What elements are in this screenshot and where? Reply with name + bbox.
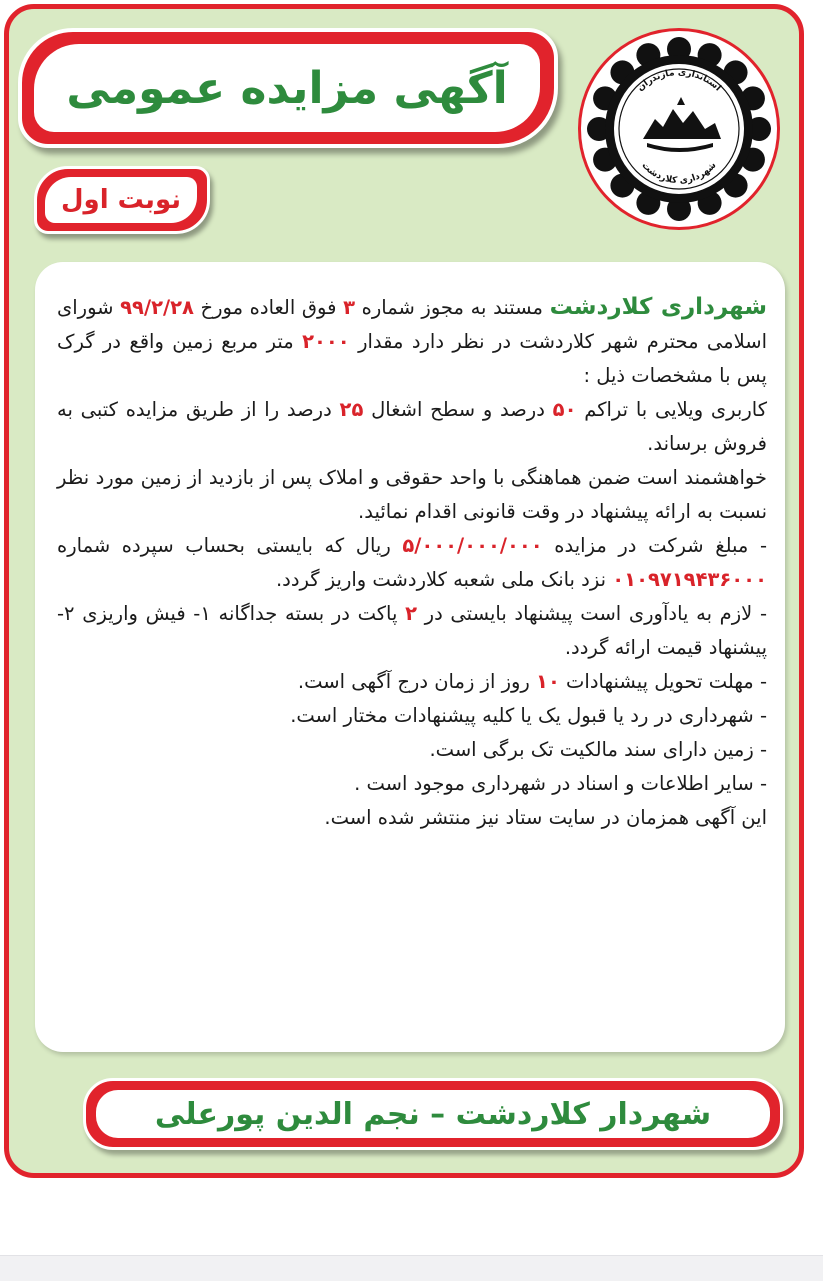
mayor-signature: شهردار کلاردشت – نجم الدین پورعلی (154, 1096, 712, 1132)
title-panel (34, 44, 540, 132)
deadline-paragraph: - مهلت تحویل پیشنهادات ۱۰ روز از زمان درج آگهی است. (297, 670, 767, 693)
round-panel (45, 177, 197, 223)
seal-icon (581, 31, 777, 227)
intro-paragraph: شهرداری کلاردشت مستند به مجوز شماره ۳ فوق العاده مورخ ۹۹/۲/۲۸ شورای اسلامی محترم شهر کلاردشت در نظر دارد مقدار ۲۰۰۰ متر مربع زمین واقع در گرک پس با مشخصات ذیل : (57, 294, 767, 387)
packets-paragraph: - لازم به یادآوری است پیشنهاد بایستی در ۲ پاکت در بسته جداگانه ۱- فیش واریزی ۲- پیشنهاد قیمت ارائه گردد. (57, 602, 767, 659)
municipality-logo (578, 28, 780, 230)
permit-date: ۹۹/۲/۲۸ (120, 296, 194, 319)
rights-paragraph: - شهرداری در رد یا قبول یک یا کلیه پیشنهادات مختار است. (290, 704, 767, 727)
notice-title: آگهی مزایده عمومی (66, 62, 508, 114)
permit-number: ۳ (343, 296, 355, 319)
notice-text (57, 290, 767, 835)
signature-panel (96, 1090, 770, 1138)
density-value: ۵۰ (552, 398, 577, 421)
issuer-name: شهرداری کلاردشت (549, 294, 767, 320)
signature-banner (83, 1078, 783, 1150)
notice-body (35, 262, 785, 1052)
land-area: ۲۰۰۰ (302, 330, 350, 353)
deadline-days: ۱۰ (536, 670, 560, 693)
packet-count: ۲ (405, 602, 417, 625)
occupancy-value: ۲۵ (339, 398, 364, 421)
logo-caption-bottom: شهرداری کلاردشت (639, 160, 719, 187)
logo-caption-top: استانداری مازندران (635, 67, 723, 94)
bottom-bar (0, 1255, 823, 1281)
setad-paragraph: این آگهی همزمان در سایت ستاد نیز منتشر شده است. (324, 806, 767, 829)
deed-paragraph: - زمین دارای سند مالکیت تک برگی است. (429, 738, 767, 761)
account-number: ۰۱۰۹۷۱۹۴۳۶۰۰۰ (612, 568, 767, 591)
deposit-amount: ۵/۰۰۰/۰۰۰/۰۰۰ (402, 534, 543, 557)
deposit-paragraph: - مبلغ شرکت در مزایده ۵/۰۰۰/۰۰۰/۰۰۰ ریال که بایستی بحساب سپرده شماره ۰۱۰۹۷۱۹۴۳۶۰۰۰ نزد بانک ملی شعبه کلاردشت واریز گردد. (57, 534, 767, 591)
round-label: نوبت اول (60, 185, 182, 215)
documents-paragraph: - سایر اطلاعات و اسناد در شهرداری موجود است . (354, 772, 767, 795)
usage-paragraph: کاربری ویلایی با تراکم ۵۰ درصد و سطح اشغال ۲۵ درصد را از طریق مزایده کتبی به فروش برساند. (57, 398, 768, 455)
title-banner (18, 28, 558, 148)
round-tag (34, 166, 210, 234)
visit-paragraph: خواهشمند است ضمن هماهنگی با واحد حقوقی و املاک پس از بازدید از زمین مورد نظر نسبت به ارائه پیشنهاد در وقت قانونی اقدام نمائید. (57, 466, 767, 523)
